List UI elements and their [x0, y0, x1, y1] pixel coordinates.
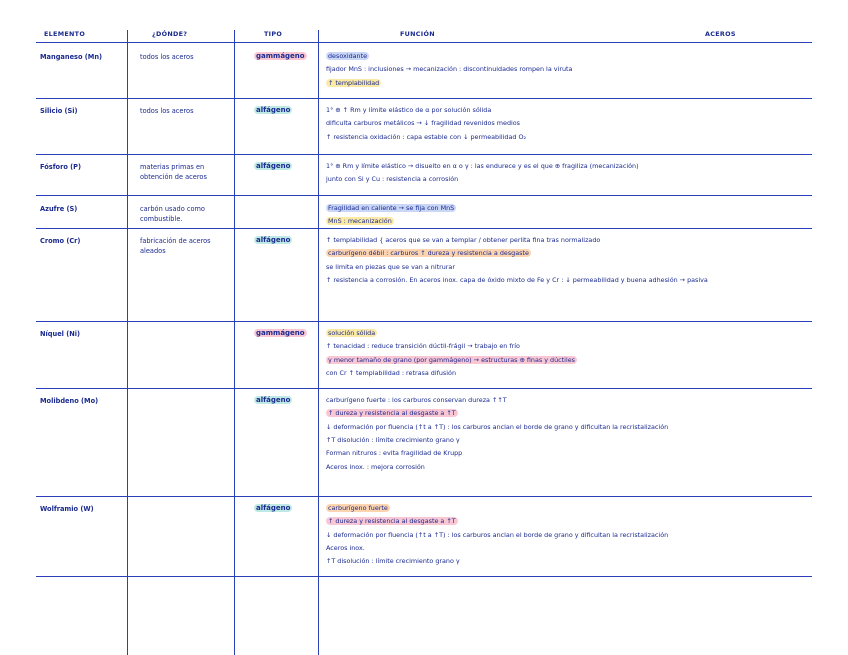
funcion-text: carburígeno débil : carburos ↑ dureza y resistencia a desgaste — [328, 249, 529, 258]
row-tipo-badge: alfágeno — [256, 162, 291, 170]
funcion-text: ↑ templabilidad — [328, 78, 380, 87]
row-funcion-line — [326, 327, 377, 340]
row-funcion-line — [326, 50, 369, 63]
row-divider — [36, 42, 812, 43]
row-tipo-badge: gammágeno — [256, 52, 305, 60]
row-funcion-line — [326, 367, 456, 380]
row-tipo-badge: alfágeno — [256, 396, 291, 404]
row-divider — [36, 195, 812, 196]
row-funcion-line — [326, 274, 708, 287]
funcion-text: ↑ templabilidad { aceros que se van a templar / obtener perlita fina tras normalizado — [326, 236, 601, 244]
row-divider — [36, 98, 812, 99]
funcion-text: ↑ tenacidad : reduce transición dúctil-frágil → trabajo en frío — [326, 342, 520, 351]
row-elemento: Silicio (Si) — [40, 107, 78, 115]
row-funcion-line — [326, 542, 365, 555]
row-divider — [36, 388, 812, 389]
funcion-text: fijador MnS : inclusiones → mecanización : discontinuidades rompen la viruta — [326, 65, 573, 74]
row-funcion-line — [326, 117, 520, 130]
funcion-text: ↑ dureza y resistencia al desgaste a ↑T — [328, 409, 456, 418]
header-funcion: FUNCIÓN — [400, 30, 435, 38]
column-divider — [318, 30, 319, 655]
row-funcion-line — [326, 407, 458, 420]
row-elemento: Cromo (Cr) — [40, 237, 81, 245]
funcion-text: Aceros inox. — [326, 543, 365, 552]
funcion-text: ↓ deformación por fluencia (↑t a ↑T) : los carburos anclan el borde de grano y dificultan la recristalización — [326, 422, 669, 431]
row-tipo-badge: gammágeno — [256, 329, 305, 337]
header-donde: ¿DÓNDE? — [152, 30, 188, 38]
funcion-text: con Cr ↑ templabilidad : retrasa difusión — [326, 368, 456, 377]
row-funcion-line — [326, 234, 600, 247]
row-funcion-line — [326, 555, 460, 568]
row-funcion-line — [326, 77, 381, 90]
funcion-text: γ menor tamaño de grano (por gammágeno) → estructuras ⊕ finas y dúctiles — [328, 355, 575, 364]
funcion-text: Forman nitruros : evita fragilidad de Krupp — [326, 449, 463, 458]
row-funcion-line — [326, 340, 520, 353]
row-funcion-line — [326, 131, 526, 144]
funcion-text: ↑ resistencia oxidación : capa estable con ↓ permeabilidad O₂ — [326, 132, 527, 141]
funcion-text: 1° ⊕ ↑ Rm y límite elástico de α por solución sólida — [326, 106, 492, 114]
row-funcion-line — [326, 434, 460, 447]
funcion-text: junto con Si y Cu : resistencia a corrosión — [326, 175, 459, 184]
funcion-text: se limita en piezas que se van a nitrurar — [326, 262, 455, 271]
header-aceros: ACEROS — [705, 30, 736, 38]
row-funcion-line — [326, 461, 425, 474]
row-donde: carbón usado como combustible. — [140, 205, 205, 223]
row-divider — [36, 496, 812, 497]
funcion-text: carburígeno fuerte : los carburos conservan dureza ↑↑T — [326, 396, 507, 404]
row-funcion-line — [326, 529, 668, 542]
funcion-text: desoxidante — [328, 52, 368, 60]
row-elemento: Fósforo (P) — [40, 163, 82, 171]
row-tipo-badge: alfágeno — [256, 504, 291, 512]
row-funcion-line — [326, 202, 456, 215]
row-funcion-line — [326, 173, 458, 186]
funcion-text: dificulta carburos metálicos → ↓ fragilidad revenidos medios — [326, 119, 521, 128]
column-divider — [127, 30, 128, 655]
row-divider — [36, 321, 812, 322]
funcion-text: Fragilidad en caliente → se fija con MnS — [328, 204, 455, 212]
funcion-text: carburígeno fuerte — [328, 504, 388, 512]
row-donde: fabricación de aceros aleados — [140, 237, 211, 255]
funcion-text: MnS : mecanización — [328, 217, 392, 226]
row-funcion-line — [326, 354, 577, 367]
row-funcion-line — [326, 394, 507, 407]
funcion-text: ↑ resistencia a corrosión. En aceros inox. capa de óxido mixto de Fe y Cr : ↓ permeabilidad y buena adhesión → pasiva — [326, 275, 708, 284]
funcion-text: solución sólida — [328, 329, 376, 337]
row-elemento: Wolframio (W) — [40, 505, 94, 513]
row-tipo-badge: alfágeno — [256, 106, 291, 114]
row-donde: todos los aceros — [140, 107, 194, 115]
row-donde: todos los aceros — [140, 53, 194, 61]
row-donde: materias primas en obtención de aceros — [140, 163, 207, 181]
column-divider — [234, 30, 235, 655]
header-tipo: TIPO — [264, 30, 283, 38]
row-funcion-line — [326, 261, 455, 274]
row-funcion-line — [326, 160, 639, 173]
funcion-text: ↑T disolución : límite crecimiento grano γ — [326, 435, 460, 444]
funcion-text: ↑T disolución : límite crecimiento grano γ — [326, 557, 460, 566]
row-divider — [36, 154, 812, 155]
funcion-text: ↓ deformación por fluencia (↑t a ↑T) : los carburos anclan el borde de grano y dificultan la recristalización — [326, 530, 669, 539]
funcion-text: 1° ⊕ Rm y límite elástico → disuelto en α o γ : las endurece y es el que ⊕ fragiliza (mecanización) — [326, 162, 639, 170]
row-tipo-badge: alfágeno — [256, 236, 291, 244]
row-funcion-line — [326, 421, 668, 434]
row-elemento: Azufre (S) — [40, 205, 78, 213]
row-divider — [36, 576, 812, 577]
row-elemento: Níquel (Ni) — [40, 330, 81, 338]
row-funcion-line — [326, 247, 531, 260]
row-funcion-line — [326, 502, 390, 515]
header-elemento: ELEMENTO — [44, 30, 86, 38]
row-funcion-line — [326, 63, 572, 76]
row-funcion-line — [326, 104, 491, 117]
row-funcion-line — [326, 215, 394, 228]
row-funcion-line — [326, 515, 458, 528]
row-elemento: Molibdeno (Mo) — [40, 397, 99, 405]
row-funcion-line — [326, 447, 462, 460]
row-elemento: Manganeso (Mn) — [40, 53, 103, 61]
row-divider — [36, 228, 812, 229]
funcion-text: Aceros inox. : mejora corrosión — [326, 462, 425, 471]
funcion-text: ↑ dureza y resistencia al desgaste a ↑T — [328, 517, 456, 526]
